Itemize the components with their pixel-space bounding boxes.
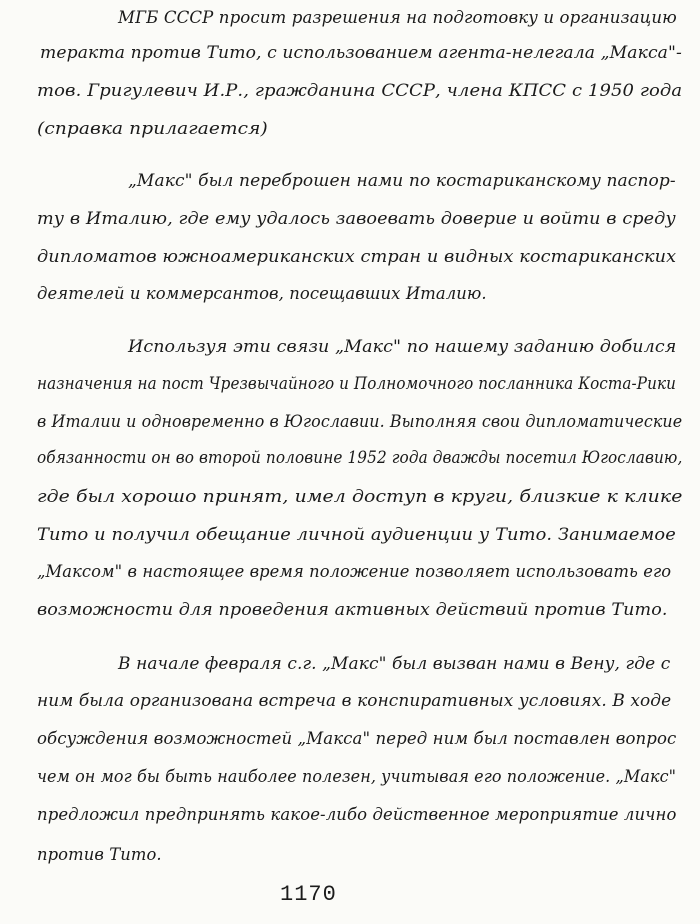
page-number: 1170 xyxy=(280,882,337,907)
document-line: Тито и получил обещание личной аудиенции у Тито. Занимаемое xyxy=(37,525,676,545)
document-line: ним была организована встреча в конспиративных условиях. В ходе xyxy=(37,691,672,711)
document-line: назначения на пост Чрезвычайного и Полномочного посланника Коста-Рики xyxy=(37,374,676,394)
document-line: предложил предпринять какое-либо действенное мероприятие лично xyxy=(37,805,677,825)
document-line: „Макс" был переброшен нами по костариканскому паспор- xyxy=(128,171,676,191)
document-line: теракта против Тито, с использованием агента-нелегала „Макса"- xyxy=(40,43,682,63)
document-line: дипломатов южноамериканских стран и видных костариканских xyxy=(37,247,677,267)
document-line: обязанности он во второй половине 1952 года дважды посетил Югославию, xyxy=(37,448,683,468)
document-line: (справка прилагается) xyxy=(37,119,268,139)
document-line: МГБ СССР просит разрешения на подготовку и организацию xyxy=(118,8,677,28)
document-line: деятелей и коммерсантов, посещавших Италию. xyxy=(37,284,487,304)
document-line: возможности для проведения активных действий против Тито. xyxy=(37,600,668,620)
document-line: где был хорошо принят, имел доступ в круги, близкие к клике xyxy=(37,487,683,507)
document-line: Используя эти связи „Макс" по нашему заданию добился xyxy=(128,337,677,357)
document-line: обсуждения возможностей „Макса" перед ним был поставлен вопрос xyxy=(37,729,677,749)
document-line: чем он мог бы быть наиболее полезен, учитывая его положение. „Макс" xyxy=(37,767,677,787)
document-line: „Максом" в настоящее время положение позволяет использовать его xyxy=(37,562,672,582)
document-line: в Италии и одновременно в Югославии. Выполняя свои дипломатические xyxy=(37,412,683,432)
document-line: ту в Италию, где ему удалось завоевать доверие и войти в среду xyxy=(37,209,676,229)
document-line: В начале февраля с.г. „Макс" был вызван нами в Вену, где с xyxy=(118,654,671,674)
document-line: против Тито. xyxy=(37,845,162,865)
document-line: тов. Григулевич И.Р., гражданина СССР, члена КПСС с 1950 года xyxy=(37,81,683,101)
